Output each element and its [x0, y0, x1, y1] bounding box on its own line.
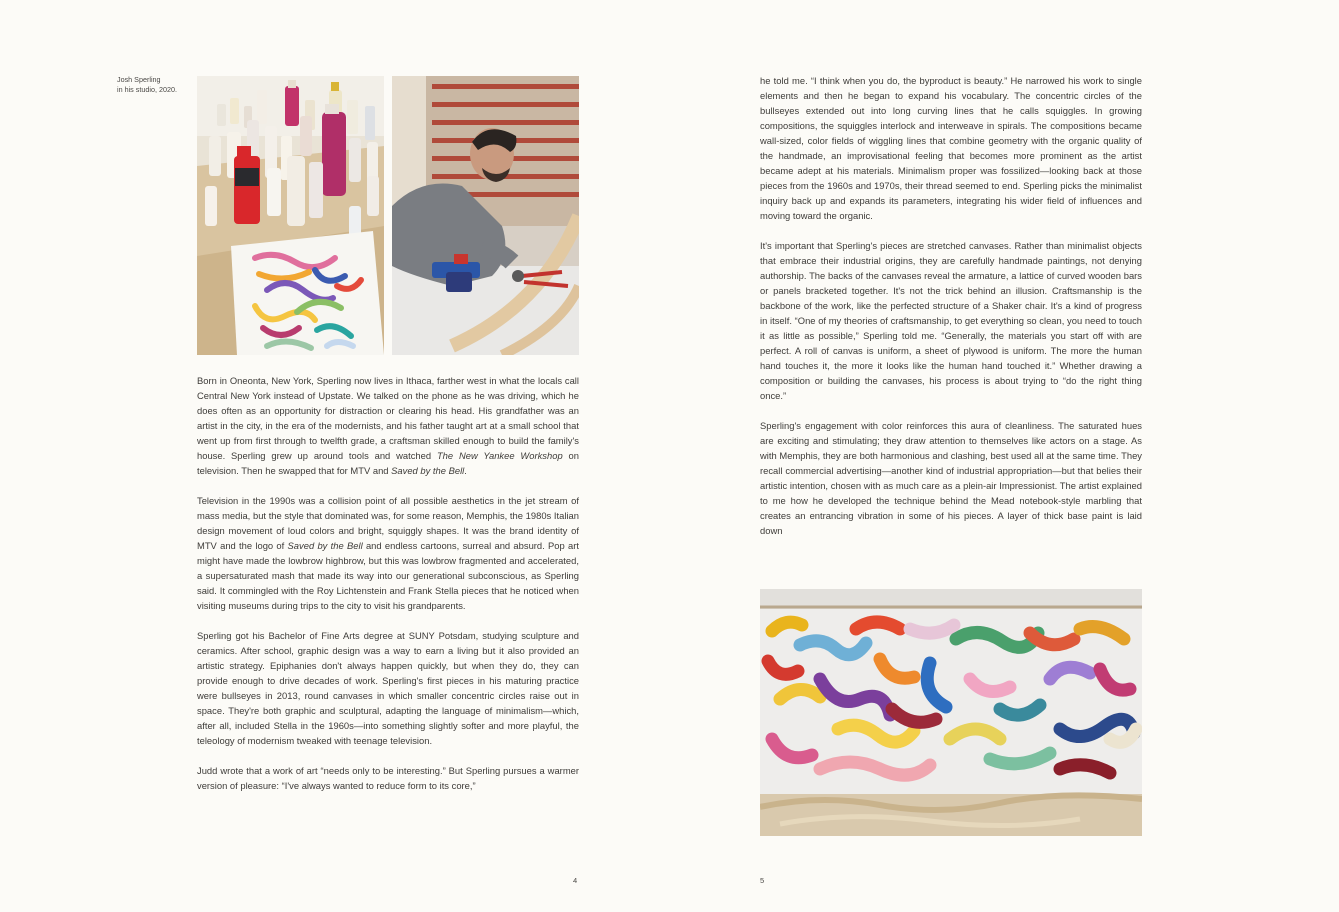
body-paragraph — [197, 373, 579, 478]
body-paragraph — [197, 493, 579, 613]
body-paragraph — [760, 73, 1142, 223]
text-run: and endless cartoons, surreal and absurd. Pop art might have made the lowbrow highbrow, but this was lowbrow fragmented and accelerated, a supersaturated mash that made its way into our generational subconscious, as Sperling said. It commingled with the Roy Lichtenstein and Frank Stella pieces that he noticed when visiting museums during trips to the city to visit his grandparents. — [197, 540, 580, 611]
text-run: Born in Oneonta, New York, Sperling now lives in Ithaca, farther west in what the locals call Central New York instead of Upstate. We talked on the phone as he was driving, which he does often as an opportunity for distraction or clearing his head. His grandfather was an artist in the city, in the era of the modernists, and his father taught art at a small school that went up from first through to twelfth grade, a craftsman skilled enough to build the family's house. Sperling grew up around tools and watched — [197, 375, 579, 461]
body-paragraph — [760, 418, 1142, 538]
italic-title: The New Yankee Workshop — [436, 450, 563, 461]
body-paragraph — [197, 763, 579, 793]
text-run: on television. Then he swapped that for MTV and — [197, 450, 579, 476]
italic-title: Saved by the Bell — [391, 465, 465, 476]
caption-line-1: Josh Sperling — [117, 75, 161, 84]
text-run: Judd wrote that a work of art “needs only to be interesting.” But Sperling pursues a warmer version of pleasure: “I've always wanted to reduce form to its core,” — [197, 765, 579, 791]
squiggle-artwork-photo — [760, 589, 1142, 836]
photo-caption — [117, 75, 192, 94]
left-body-text — [197, 373, 579, 793]
page-number-right: 5 — [760, 876, 765, 885]
paint-bottles-photo — [197, 76, 384, 355]
text-run: he told me. “I think when you do, the byproduct is beauty.” He narrowed his work to single elements and then he began to expand his vocabulary. The concentric circles of the bullseyes extended out into long curving lines that he calls squiggles. In growing compositions, the squiggles interlock and interweave in spirals. The compositions became wall-sized, color fields of wiggling lines that combine geometry with the organic quality of the handmade, an improvisational feeling that becomes more prominent as the artist became adept at his materials. Minimalism proper was fossilized—looking back at those pieces from the 1960s and 1970s, their thread seemed to end. Sperling picks the minimalist inquiry back up and expands its parameters, integrating his wider field of influences and moving toward the organic. — [760, 75, 1142, 221]
text-run: Sperling's engagement with color reinforces this aura of cleanliness. The saturated hues are exciting and stimulating; they draw attention to themselves like actors on a stage. As with Memphis, they are both harmonious and clashing, best used all at the same time. They recall commercial advertising—another kind of industrial appropriation—but that belies their artistic intention, chosen with as much care as a plein-air Impressionist. The artist explained to me how he developed the technique behind the Mead notebook-style marbling that creates an entrancing vibration in some of his pieces. A layer of thick base paint is laid down — [760, 420, 1142, 536]
text-run: . — [464, 465, 467, 476]
text-run: Sperling got his Bachelor of Fine Arts degree at SUNY Potsdam, studying sculpture and ceramics. After school, graphic design was a way to earn a living but it also provided an artistic strategy. Epiphanies don't always happen quickly, but when they do, they can provide enough to drive decades of work. Sperling's first pieces in his maturing practice were bullseyes in 2013, round canvases in which smaller concentric circles raise out in space. They're both graphic and sculptural, adapting the language of minimalism—which, after all, included Stella in the 1960s—into something slightly softer and more playful, the teleology of modernism tweaked with teenage television. — [197, 630, 579, 746]
page-number-left: 4 — [573, 876, 578, 885]
artist-working-photo — [392, 76, 579, 355]
right-body-text — [760, 73, 1142, 538]
text-run: It's important that Sperling's pieces are stretched canvases. Rather than minimalist objects that embrace their industrial origins, they are carefully handmade paintings, not denying authorship. The backs of the canvases reveal the armature, a lattice of curved wooden bars or panels bracketed together. It's not the trick behind an illusion. Craftsmanship is the backbone of the work, like the perfected structure of a Shaker chair. It's a kind of progress in itself. “One of my theories of craftsmanship, to get everything so clean, you need to touch it as little as possible,” Sperling told me. “Generally, the materials you start off with are perfect. A roll of canvas is uniform, a sheet of plywood is uniform. The more the human hand touches it, the more it looks like the human hand touched it.” Whether drawing a composition or building the canvases, his process is about trying to “do the right thing once.” — [760, 240, 1142, 401]
italic-title: Saved by the Bell — [287, 540, 363, 551]
body-paragraph — [760, 238, 1142, 403]
right-page — [670, 0, 1339, 912]
body-paragraph — [197, 628, 579, 748]
text-run: Television in the 1990s was a collision point of all possible aesthetics in the jet stream of mass media, but the style that dominated was, for some reason, Memphis, the 1980s Italian design movement of loud colors and bright, squiggly shapes. It was the brand identity of MTV and the logo of — [197, 495, 579, 551]
caption-line-2: in his studio, 2020. — [117, 84, 177, 94]
